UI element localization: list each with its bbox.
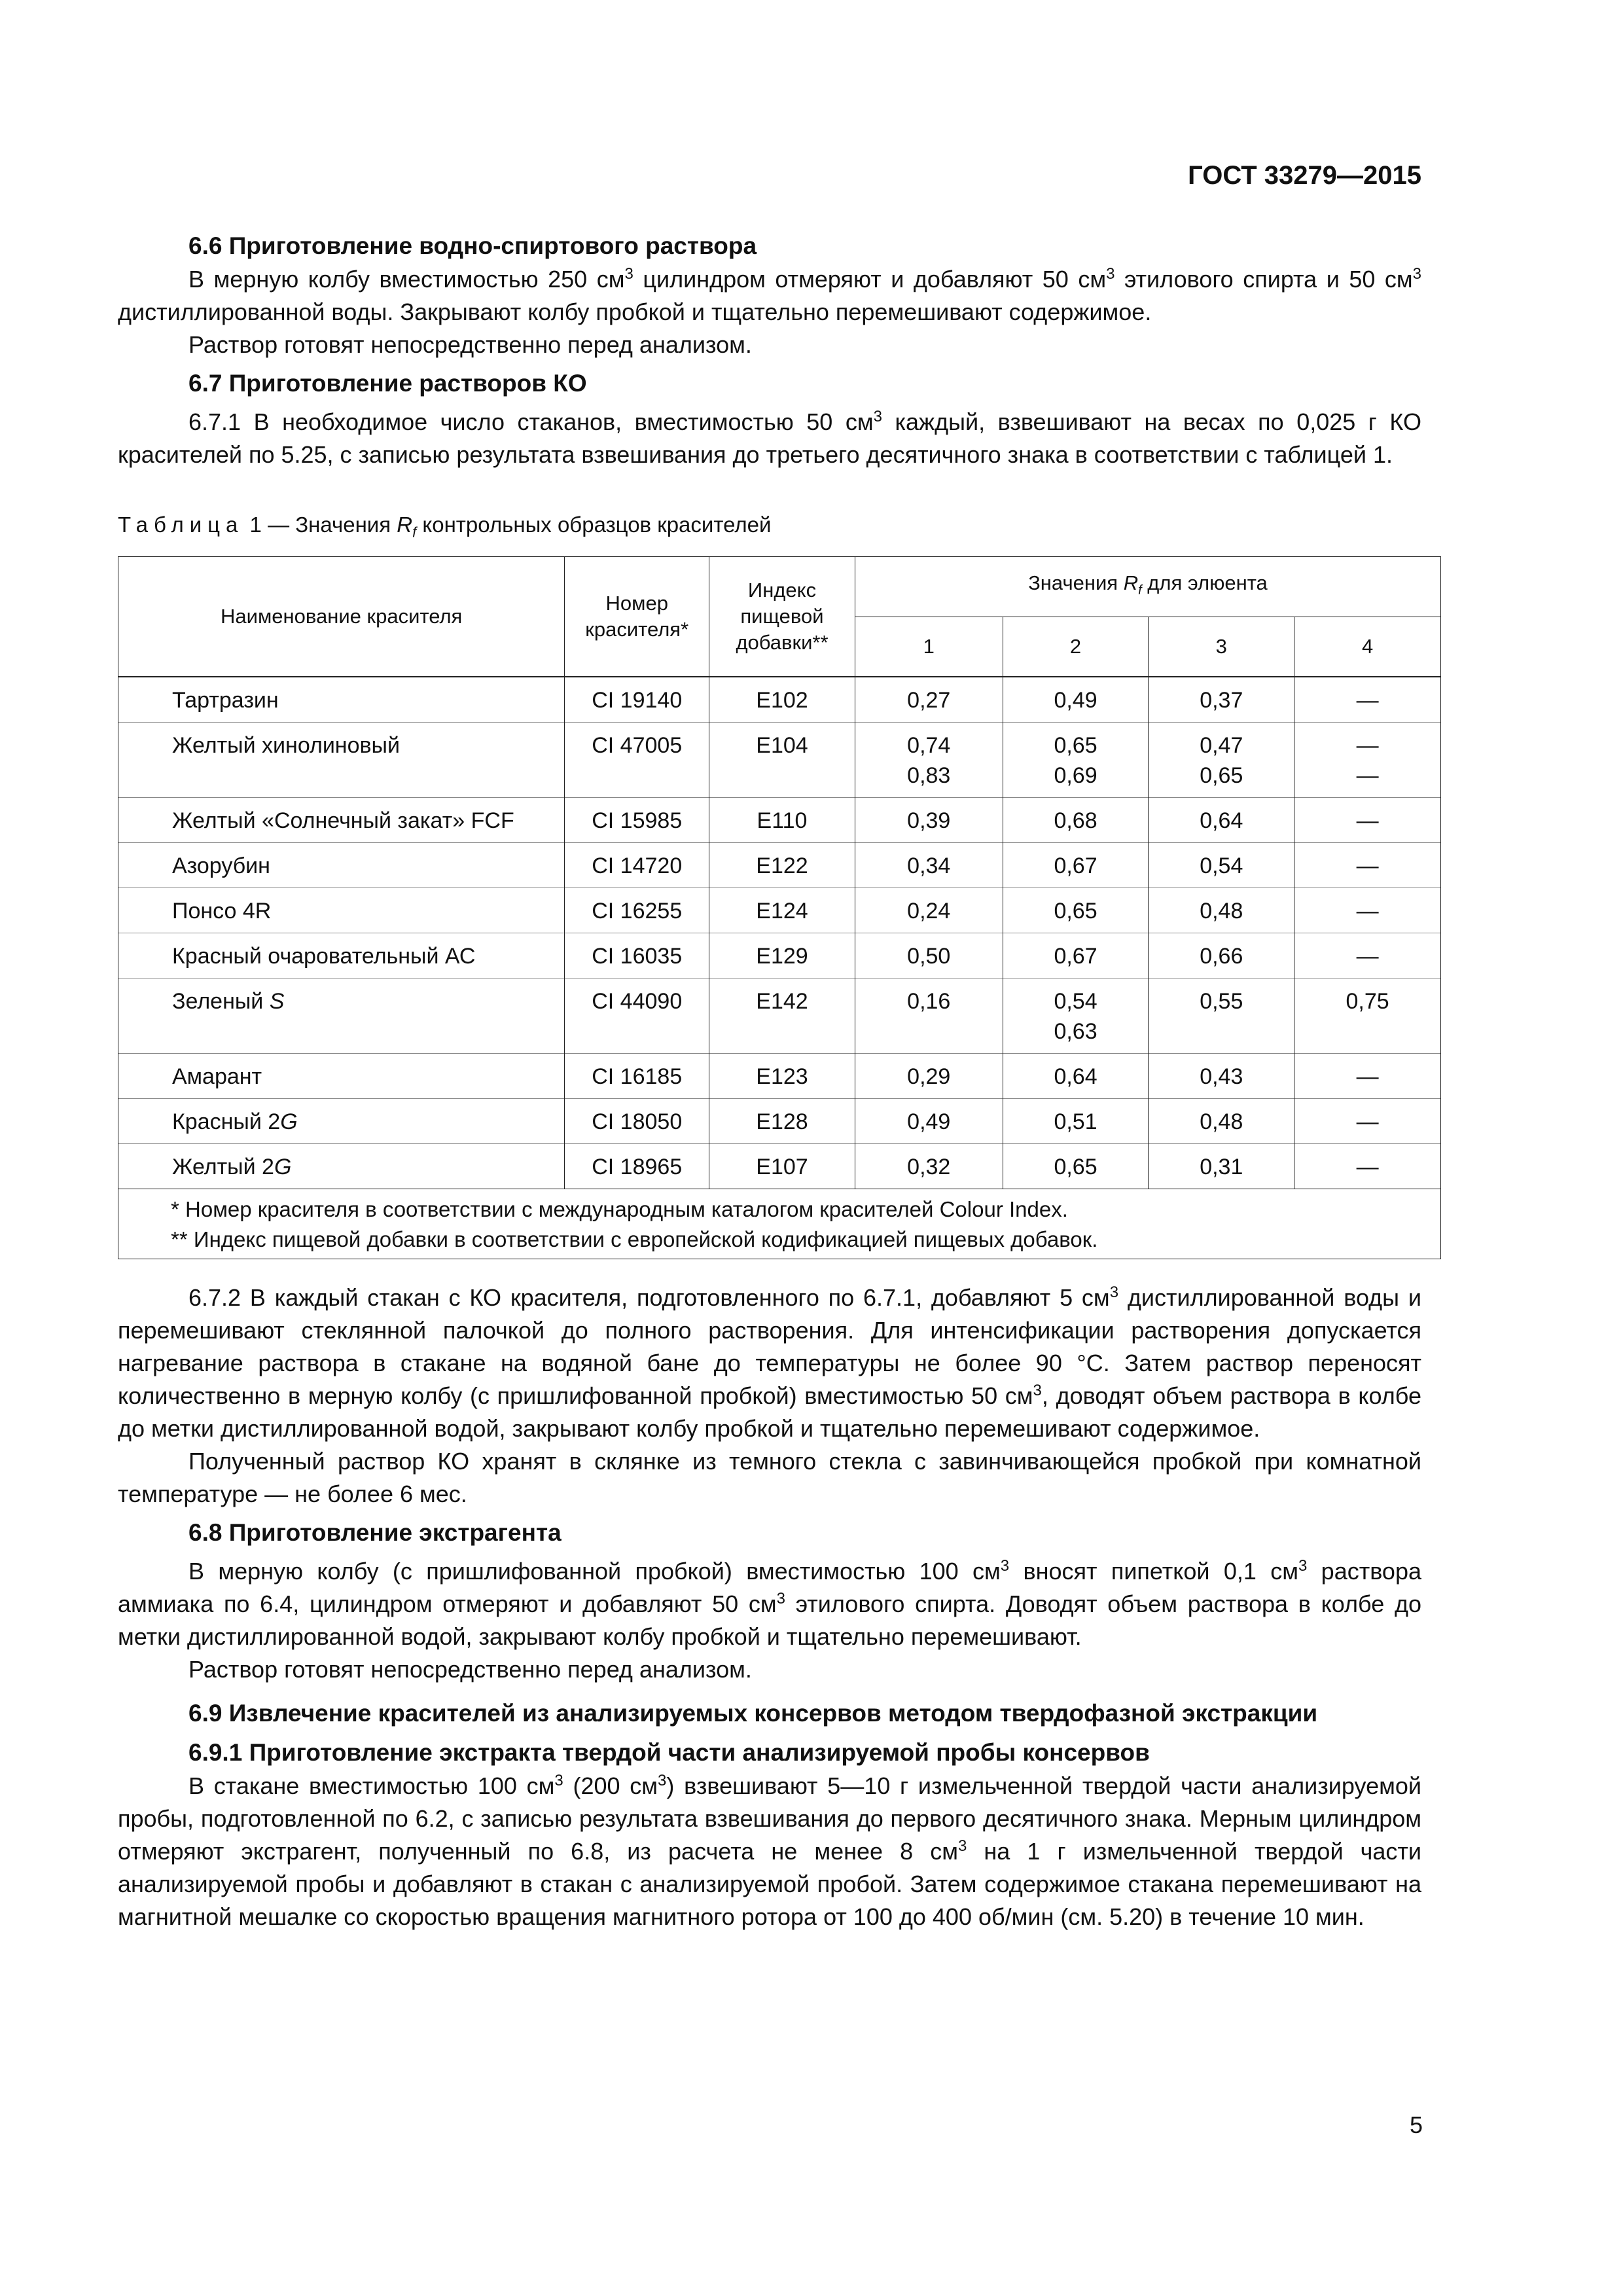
cell-dye-number: CI 18965 — [565, 1144, 709, 1189]
section-6-8-paragraph-2: Раствор готовят непосредственно перед анализом. — [188, 1656, 752, 1683]
header-food-index: Индекс пищевой добавки** — [709, 556, 855, 677]
section-6-9-1-paragraph: В стакане вместимостью 100 $см^3$ (200 $см^3$) взвешивают 5—10 г измельченной твердой части анализируемой пробы, подготовленной по 6.2, с записью результата взвешивания до первого десятичного знака. Мерным цилиндром отмеряют экстрагент, полученный по 6.8, из расчета не менее 8 $см^3$ на 1 г измельченной твердой части анализируемой пробы и добавляют в стакан с анализируемой пробой. Затем содержимое стакана перемешивают на магнитной мешалке со скоростью вращения магнитного ротора от 100 до 400 об/мин (см. 5.20) в течение 10 мин. — [118, 1772, 1422, 1931]
table-row — [118, 843, 1441, 888]
cell-rf-eluent-3: 0,55 — [1149, 978, 1294, 1054]
header-eluent-4: 4 — [1294, 617, 1441, 677]
cell-rf-eluent-1: 0,24 — [855, 888, 1003, 933]
table-footnotes-row — [118, 1189, 1441, 1259]
cell-rf-eluent-2: 0,54 0,63 — [1003, 978, 1149, 1054]
page-content — [118, 229, 1421, 1933]
cell-rf-eluent-4: — — [1294, 933, 1441, 978]
cell-dye-number: CI 16035 — [565, 933, 709, 978]
table-row — [118, 933, 1441, 978]
section-6-9-title: 6.9 Извлечение красителей из анализируемых консервов методом твердофазной экстракции — [188, 1700, 1318, 1727]
cell-rf-eluent-4: — — [1294, 1144, 1441, 1189]
cell-rf-eluent-1: 0,32 — [855, 1144, 1003, 1189]
cell-rf-eluent-2: 0,65 0,69 — [1003, 723, 1149, 798]
cell-rf-eluent-1: 0,16 — [855, 978, 1003, 1054]
cell-rf-eluent-3: 0,64 — [1149, 798, 1294, 843]
cell-dye-number: CI 19140 — [565, 677, 709, 723]
cell-dye-name: Желтый «Солнечный закат» FCF — [118, 798, 565, 843]
header-eluent-2: 2 — [1003, 617, 1149, 677]
cell-rf-eluent-1: 0,29 — [855, 1054, 1003, 1099]
cell-dye-name: Понсо 4R — [118, 888, 565, 933]
cell-rf-eluent-3: 0,66 — [1149, 933, 1294, 978]
cell-rf-eluent-3: 0,43 — [1149, 1054, 1294, 1099]
table-row — [118, 798, 1441, 843]
document-header: ГОСТ 33279—2015 — [1188, 161, 1421, 190]
section-6-6-title: 6.6 Приготовление водно-спиртового раствора — [188, 232, 757, 259]
header-eluent-1: 1 — [855, 617, 1003, 677]
cell-food-index: E110 — [709, 798, 855, 843]
table-row — [118, 888, 1441, 933]
table-footnote1: * Номер красителя в соответствии с международным каталогом красителей Colour Index. — [171, 1197, 1068, 1222]
cell-dye-name: Желтый 2G — [118, 1144, 565, 1189]
cell-dye-name: Желтый хинолиновый — [118, 723, 565, 798]
cell-food-index: E128 — [709, 1099, 855, 1144]
cell-dye-name: Зеленый S — [118, 978, 565, 1054]
section-6-6-paragraph-2: Раствор готовят непосредственно перед анализом. — [188, 331, 752, 358]
table-row — [118, 723, 1441, 798]
cell-food-index: E124 — [709, 888, 855, 933]
table-row — [118, 1099, 1441, 1144]
cell-dye-number: CI 14720 — [565, 843, 709, 888]
cell-rf-eluent-2: 0,67 — [1003, 843, 1149, 888]
cell-rf-eluent-4: 0,75 — [1294, 978, 1441, 1054]
cell-dye-name: Красный 2G — [118, 1099, 565, 1144]
section-6-9-1-title: 6.9.1 Приготовление экстракта твердой части анализируемой пробы консервов — [188, 1739, 1150, 1767]
table-row — [118, 1144, 1441, 1189]
cell-rf-eluent-3: 0,48 — [1149, 1099, 1294, 1144]
table-footnotes — [118, 1189, 1441, 1259]
cell-food-index: E123 — [709, 1054, 855, 1099]
cell-dye-name: Тартразин — [118, 677, 565, 723]
cell-rf-eluent-2: 0,49 — [1003, 677, 1149, 723]
cell-dye-name: Красный очаровательный АС — [118, 933, 565, 978]
cell-dye-name: Амарант — [118, 1054, 565, 1099]
cell-rf-eluent-1: 0,39 — [855, 798, 1003, 843]
section-6-7-2-paragraph-2: Полученный раствор КО хранят в склянке из темного стекла с завинчивающейся пробкой при комнатной температуре — не более 6 мес. — [118, 1448, 1421, 1508]
cell-food-index: E122 — [709, 843, 855, 888]
cell-food-index: E142 — [709, 978, 855, 1054]
cell-rf-eluent-3: 0,54 — [1149, 843, 1294, 888]
cell-rf-eluent-1: 0,49 — [855, 1099, 1003, 1144]
cell-rf-eluent-1: 0,50 — [855, 933, 1003, 978]
cell-food-index: E107 — [709, 1144, 855, 1189]
cell-rf-eluent-3: 0,48 — [1149, 888, 1294, 933]
page-number: 5 — [1409, 2111, 1423, 2138]
table-caption: Таблица 1 — Значения $R_f$ контрольных образцов красителей — [118, 512, 772, 541]
section-6-8-paragraph-1: В мерную колбу (с пришлифованной пробкой) вместимостью 100 $см^3$ вносят пипеткой 0,1 $см^3$ раствора аммиака по 6.4, цилиндром отмеряют и добавляют 50 $см^3$ этилового спирта. Доводят объем раствора в колбе до метки дистиллированной водой, закрывают колбу пробкой и тщательно перемешивают. — [118, 1557, 1421, 1651]
cell-rf-eluent-2: 0,51 — [1003, 1099, 1149, 1144]
cell-rf-eluent-1: 0,34 — [855, 843, 1003, 888]
cell-rf-eluent-4: — — [1294, 888, 1441, 933]
cell-food-index: E104 — [709, 723, 855, 798]
cell-rf-eluent-1: 0,27 — [855, 677, 1003, 723]
cell-rf-eluent-3: 0,37 — [1149, 677, 1294, 723]
table-row — [118, 978, 1441, 1054]
cell-rf-eluent-2: 0,68 — [1003, 798, 1149, 843]
table-footnote2: ** Индекс пищевой добавки в соответствии с европейской кодификацией пищевых добавок. — [171, 1227, 1098, 1252]
cell-dye-number: CI 16255 — [565, 888, 709, 933]
header-dye-name: Наименование красителя — [118, 556, 565, 677]
cell-rf-eluent-4: — — [1294, 843, 1441, 888]
cell-rf-eluent-4: — — — [1294, 723, 1441, 798]
section-6-7-1-paragraph: 6.7.1 В необходимое число стаканов, вместимостью 50 $см^3$ каждый, взвешивают на весах по 0,025 г КО красителей по 5.25, с записью результата взвешивания до третьего десятичного знака в соответствии с таблицей 1. — [118, 408, 1421, 468]
rf-values-table — [118, 556, 1441, 1260]
cell-rf-eluent-2: 0,64 — [1003, 1054, 1149, 1099]
table-row — [118, 677, 1441, 723]
section-6-7-2-paragraph-1: 6.7.2 В каждый стакан с КО красителя, подготовленного по 6.7.1, добавляют 5 $см^3$ дистиллированной воды и перемешивают стеклянной палочкой до полного растворения. Для интенсификации растворения допускается нагревание раствора в стакане на водяной бане до температуры не более 90 °С. Затем раствор переносят количественно в мерную колбу (с пришлифованной пробкой) вместимостью 50 $см^3$, доводят объем раствора в колбе до метки дистиллированной водой, закрывают колбу пробкой и тщательно перемешивают содержимое. — [118, 1283, 1422, 1443]
cell-dye-number: CI 47005 — [565, 723, 709, 798]
cell-rf-eluent-1: 0,74 0,83 — [855, 723, 1003, 798]
section-6-7-title: 6.7 Приготовление растворов КО — [188, 370, 587, 397]
cell-dye-number: CI 44090 — [565, 978, 709, 1054]
cell-rf-eluent-4: — — [1294, 677, 1441, 723]
section-6-6-paragraph-1: В мерную колбу вместимостью 250 $см^3$ цилиндром отмеряют и добавляют 50 $см^3$ этилового спирта и 50 $см^3$ дистиллированной воды. Закрывают колбу пробкой и тщательно перемешивают содержимое. — [118, 265, 1422, 325]
cell-dye-number: CI 15985 — [565, 798, 709, 843]
cell-dye-number: CI 18050 — [565, 1099, 709, 1144]
cell-rf-eluent-3: 0,31 — [1149, 1144, 1294, 1189]
cell-rf-eluent-4: — — [1294, 1054, 1441, 1099]
cell-dye-name: Азорубин — [118, 843, 565, 888]
cell-rf-eluent-3: 0,47 0,65 — [1149, 723, 1294, 798]
cell-rf-eluent-2: 0,65 — [1003, 1144, 1149, 1189]
table-row — [118, 1054, 1441, 1099]
cell-rf-eluent-4: — — [1294, 1099, 1441, 1144]
section-6-8-title: 6.8 Приготовление экстрагента — [188, 1519, 562, 1547]
header-dye-number: Номер красителя* — [565, 556, 709, 677]
header-rf-values: Значения $R_f$ для элюента — [855, 556, 1440, 617]
cell-food-index: E129 — [709, 933, 855, 978]
cell-rf-eluent-2: 0,67 — [1003, 933, 1149, 978]
cell-rf-eluent-4: — — [1294, 798, 1441, 843]
cell-rf-eluent-2: 0,65 — [1003, 888, 1149, 933]
cell-food-index: E102 — [709, 677, 855, 723]
header-eluent-3: 3 — [1149, 617, 1294, 677]
cell-dye-number: CI 16185 — [565, 1054, 709, 1099]
